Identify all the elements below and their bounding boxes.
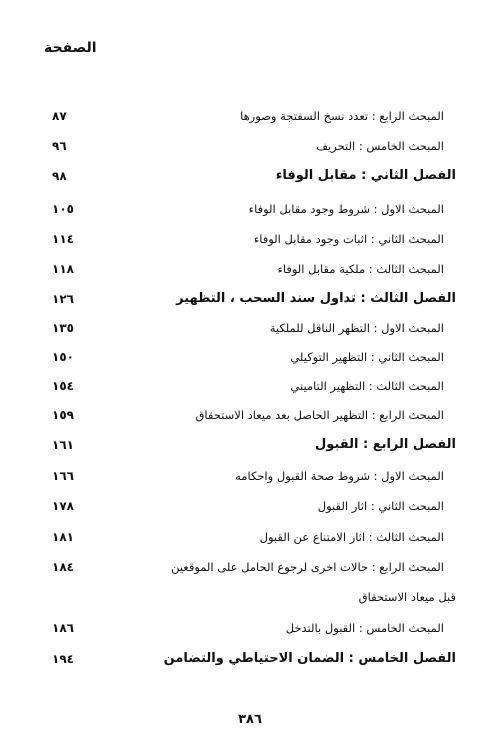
toc-entry (40, 466, 456, 486)
toc-entry-title: المبحث الرابع : حالات اخرى لرجوع الحامل على الموقعين (171, 560, 444, 574)
toc-entry (40, 347, 456, 367)
toc-entry-page: ١٣٥ (52, 321, 74, 335)
toc-chapter-page: ١٩٤ (52, 652, 74, 666)
toc-entry (40, 136, 456, 156)
toc-entry-title: المبحث الرابع : التظهير الحاصل بعد ميعاد الاستحقاق (195, 408, 444, 422)
page-column-header: الصفحة (44, 40, 97, 56)
toc-entry-title: المبحث الثالث : اثار الامتناع عن القبول (259, 530, 444, 544)
toc-entry-page: ١١٨ (52, 262, 74, 276)
toc-entry-continuation: قبل ميعاد الاستحقاق (358, 590, 456, 604)
toc-entry-page: ٨٧ (52, 109, 67, 123)
toc-entry-page: ١٥٠ (52, 350, 74, 364)
toc-chapter-page: ١٢٦ (52, 292, 74, 306)
toc-entry-title: المبحث الاول : شروط وجود مقابل الوفاء (248, 202, 444, 216)
toc-entry (40, 259, 456, 279)
toc-entry (40, 199, 456, 219)
toc-entry-title: المبحث الخامس : التحريف (316, 139, 444, 153)
toc-entry (40, 405, 456, 425)
toc-entry-page: ١٧٨ (52, 499, 74, 513)
toc-chapter (40, 289, 456, 309)
toc-entry-page: ١٨١ (52, 530, 74, 544)
toc-entry-title: المبحث الثالث : ملكية مقابل الوفاء (277, 262, 444, 276)
toc-entry-title: المبحث الثاني : اثار القبول (317, 499, 444, 513)
toc-entry (40, 229, 456, 249)
toc-entry-page: ١٦٦ (52, 469, 74, 483)
toc-entry-page: ١٨٤ (52, 560, 74, 574)
toc-chapter (40, 166, 456, 186)
toc-entry-title: المبحث الخامس : القبول بالتدخل (285, 621, 444, 635)
toc-entry-page: ١٠٥ (52, 202, 74, 216)
toc-entry-title: المبحث الثاني : اثبات وجود مقابل الوفاء (253, 232, 444, 246)
toc-chapter (40, 435, 456, 455)
toc-entry-page: ١٥٤ (52, 379, 74, 393)
toc-entry (40, 376, 456, 396)
toc-entry (40, 318, 456, 338)
toc-chapter-title: الفصل الثاني : مقابل الوفاء (275, 168, 456, 183)
toc-entry (40, 496, 456, 516)
toc-entry-title: المبحث الثاني : التظهير التوكيلي (290, 350, 444, 364)
page-number: ٣٨٦ (238, 712, 262, 727)
toc-entry-title: المبحث الاول : شروط صحة القبول واحكامه (235, 469, 444, 483)
toc-chapter-title: الفصل الخامس : الضمان الاحتياطي والتضامن (163, 651, 456, 666)
toc-entry-title: المبحث الاول : التظهر الناقل للملكية (269, 321, 444, 335)
toc-entry (40, 106, 456, 126)
toc-entry (40, 618, 456, 638)
toc-chapter-title: الفصل الرابع : القبول (315, 437, 456, 452)
toc-entry-page: ١١٤ (52, 232, 74, 246)
toc-entry (40, 527, 456, 547)
toc-entry-title: المبحث الرابع : تعدد نسخ السفتجة وصورها (240, 109, 444, 123)
toc-chapter-page: ١٦١ (52, 438, 74, 452)
toc-entry-page: ١٥٩ (52, 408, 74, 422)
toc-entry-page: ٩٦ (52, 139, 67, 153)
toc-entry (40, 557, 456, 577)
toc-chapter-title: الفصل الثالث : تداول سند السحب ، التظهير (176, 291, 456, 306)
toc-entry-title: المبحث الثالث : التظهير التاميني (290, 379, 444, 393)
toc-chapter-page: ٩٨ (52, 169, 67, 183)
toc-chapter (40, 649, 456, 669)
toc-entry-page: ١٨٦ (52, 621, 74, 635)
